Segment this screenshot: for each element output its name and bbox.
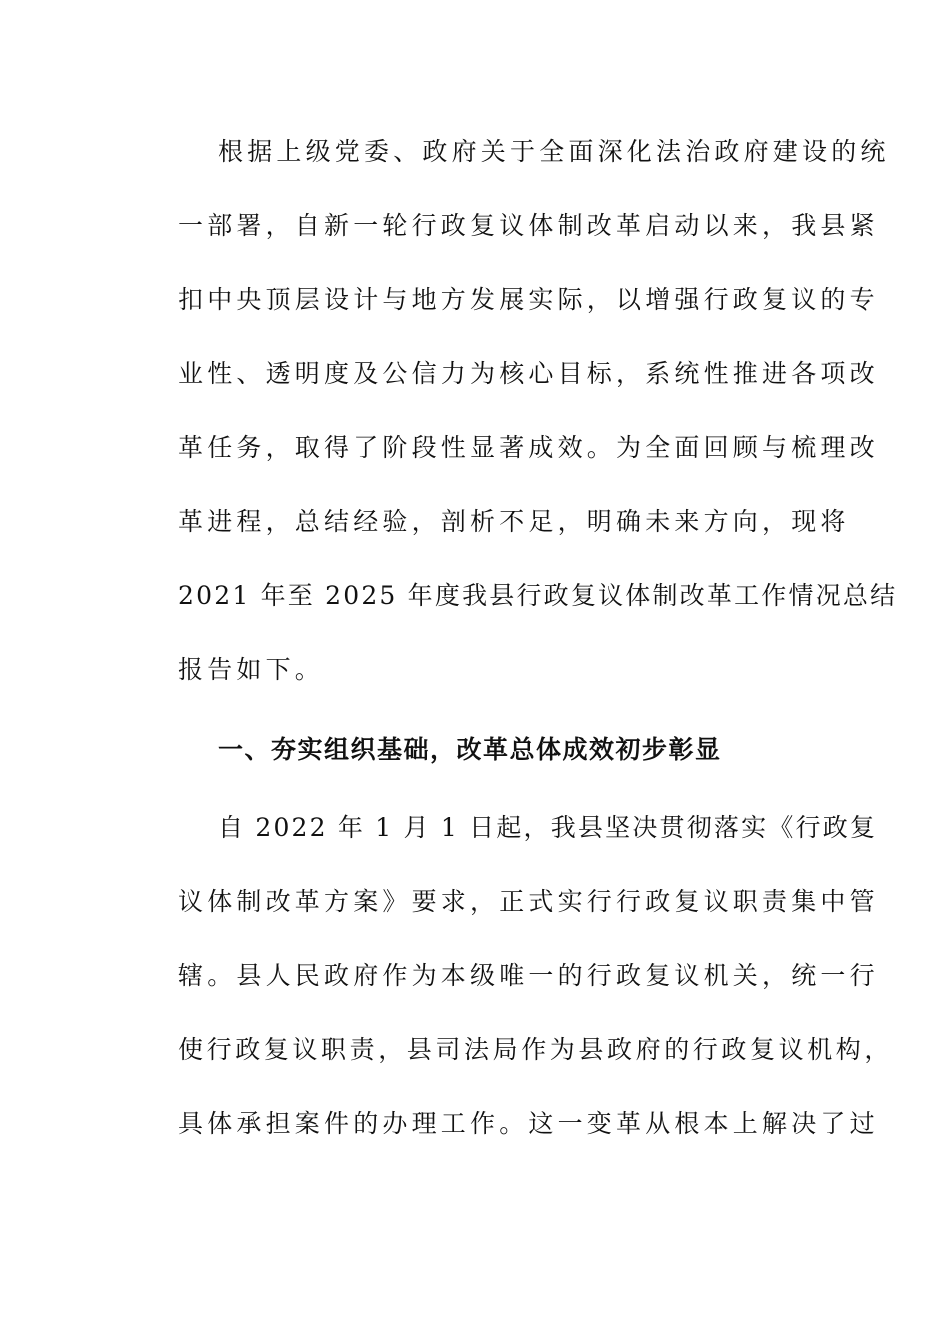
intro-line-5: 革任务，取得了阶段性显著成效。为全面回顾与梳理改 <box>178 433 879 462</box>
section-line-4: 使行政复议职责，县司法局作为县政府的行政复议机构， <box>178 1035 894 1064</box>
section-line-1: 自 2022 年 1 月 1 日起，我县坚决贯彻落实《行政复 <box>218 813 878 842</box>
intro-line-2: 一部署，自新一轮行政复议体制改革启动以来，我县紧 <box>178 211 879 240</box>
intro-line-1: 根据上级党委、政府关于全面深化法治政府建设的统 <box>218 137 890 166</box>
section-line-2: 议体制改革方案》要求，正式实行行政复议职责集中管 <box>178 887 879 916</box>
intro-line-6: 革进程，总结经验，剖析不足，明确未来方向，现将 <box>178 507 850 536</box>
intro-line-3: 扣中央顶层设计与地方发展实际，以增强行政复议的专 <box>178 285 879 314</box>
intro-line-8: 报告如下。 <box>178 655 325 684</box>
section-line-3: 辖。县人民政府作为本级唯一的行政复议机关，统一行 <box>178 961 879 990</box>
section-heading: 一、夯实组织基础，改革总体成效初步彰显 <box>218 735 722 764</box>
intro-line-4: 业性、透明度及公信力为核心目标，系统性推进各项改 <box>178 359 879 388</box>
section-line-5: 具体承担案件的办理工作。这一变革从根本上解决了过 <box>178 1109 879 1138</box>
intro-line-7: 2021 年至 2025 年度我县行政复议体制改革工作情况总结 <box>178 581 898 610</box>
